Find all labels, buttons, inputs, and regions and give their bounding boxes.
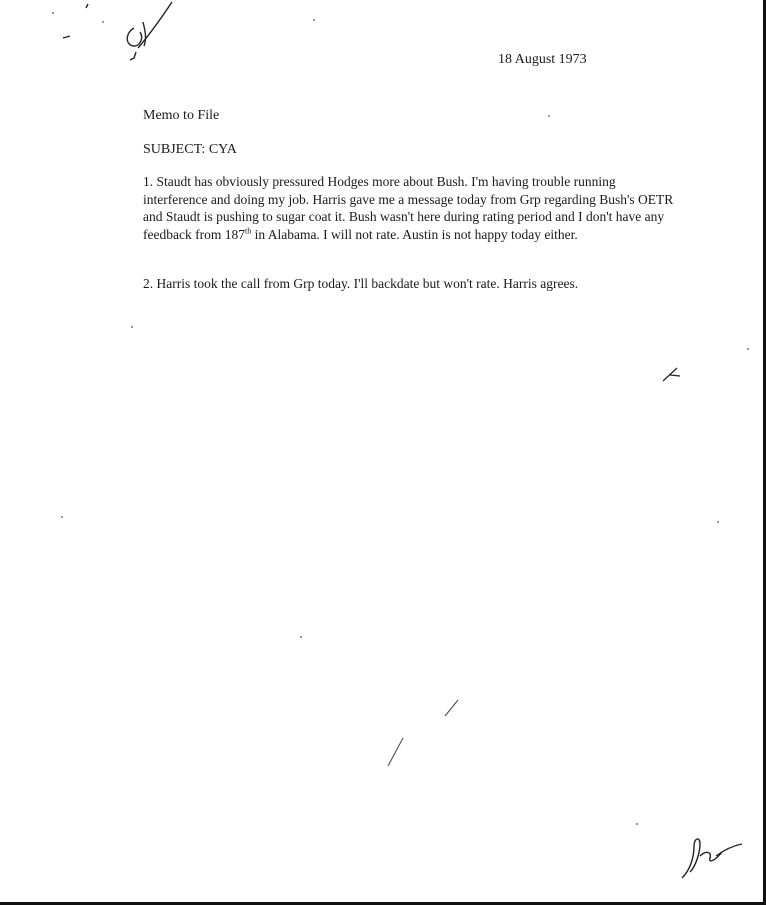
scan-speck (548, 115, 550, 117)
memo-subject: SUBJECT: CYA (143, 142, 237, 157)
scan-speck (131, 326, 133, 328)
bottom-right-initials-mark (682, 839, 742, 878)
memo-paragraph-2: 2. Harris took the call from Grp today. I'll backdate but won't rate. Harris agrees. (143, 276, 579, 291)
scan-speck (52, 12, 54, 14)
memo-date: 18 August 1973 (498, 52, 587, 67)
top-left-initials-mark (63, 2, 172, 60)
ordinal-suffix: th (244, 226, 252, 235)
scan-speck (313, 19, 315, 21)
scan-speck (636, 823, 638, 825)
middle-stray-marks (388, 700, 458, 766)
scan-speck (747, 348, 749, 350)
memo-paragraph-1 (143, 173, 683, 243)
scan-speck (61, 516, 63, 518)
scan-speck (102, 21, 104, 23)
scan-speck (717, 521, 719, 523)
paragraph-1-text: 1. Staudt has obviously pressured Hodges more about Bush. I'm having trouble running interference and doing my job. Harris gave me a message today from Grp regarding Bush's OETR and Staudt is pushing to sugar coat it. Bush wasn't here during rating period and I don't have any feedback from 187 (143, 174, 674, 242)
right-margin-tick-mark (663, 368, 680, 381)
scan-speck (300, 636, 302, 638)
memo-title: Memo to File (143, 108, 220, 123)
paragraph-1-text-end: in Alabama. I will not rate. Austin is not happy today either. (251, 226, 578, 242)
